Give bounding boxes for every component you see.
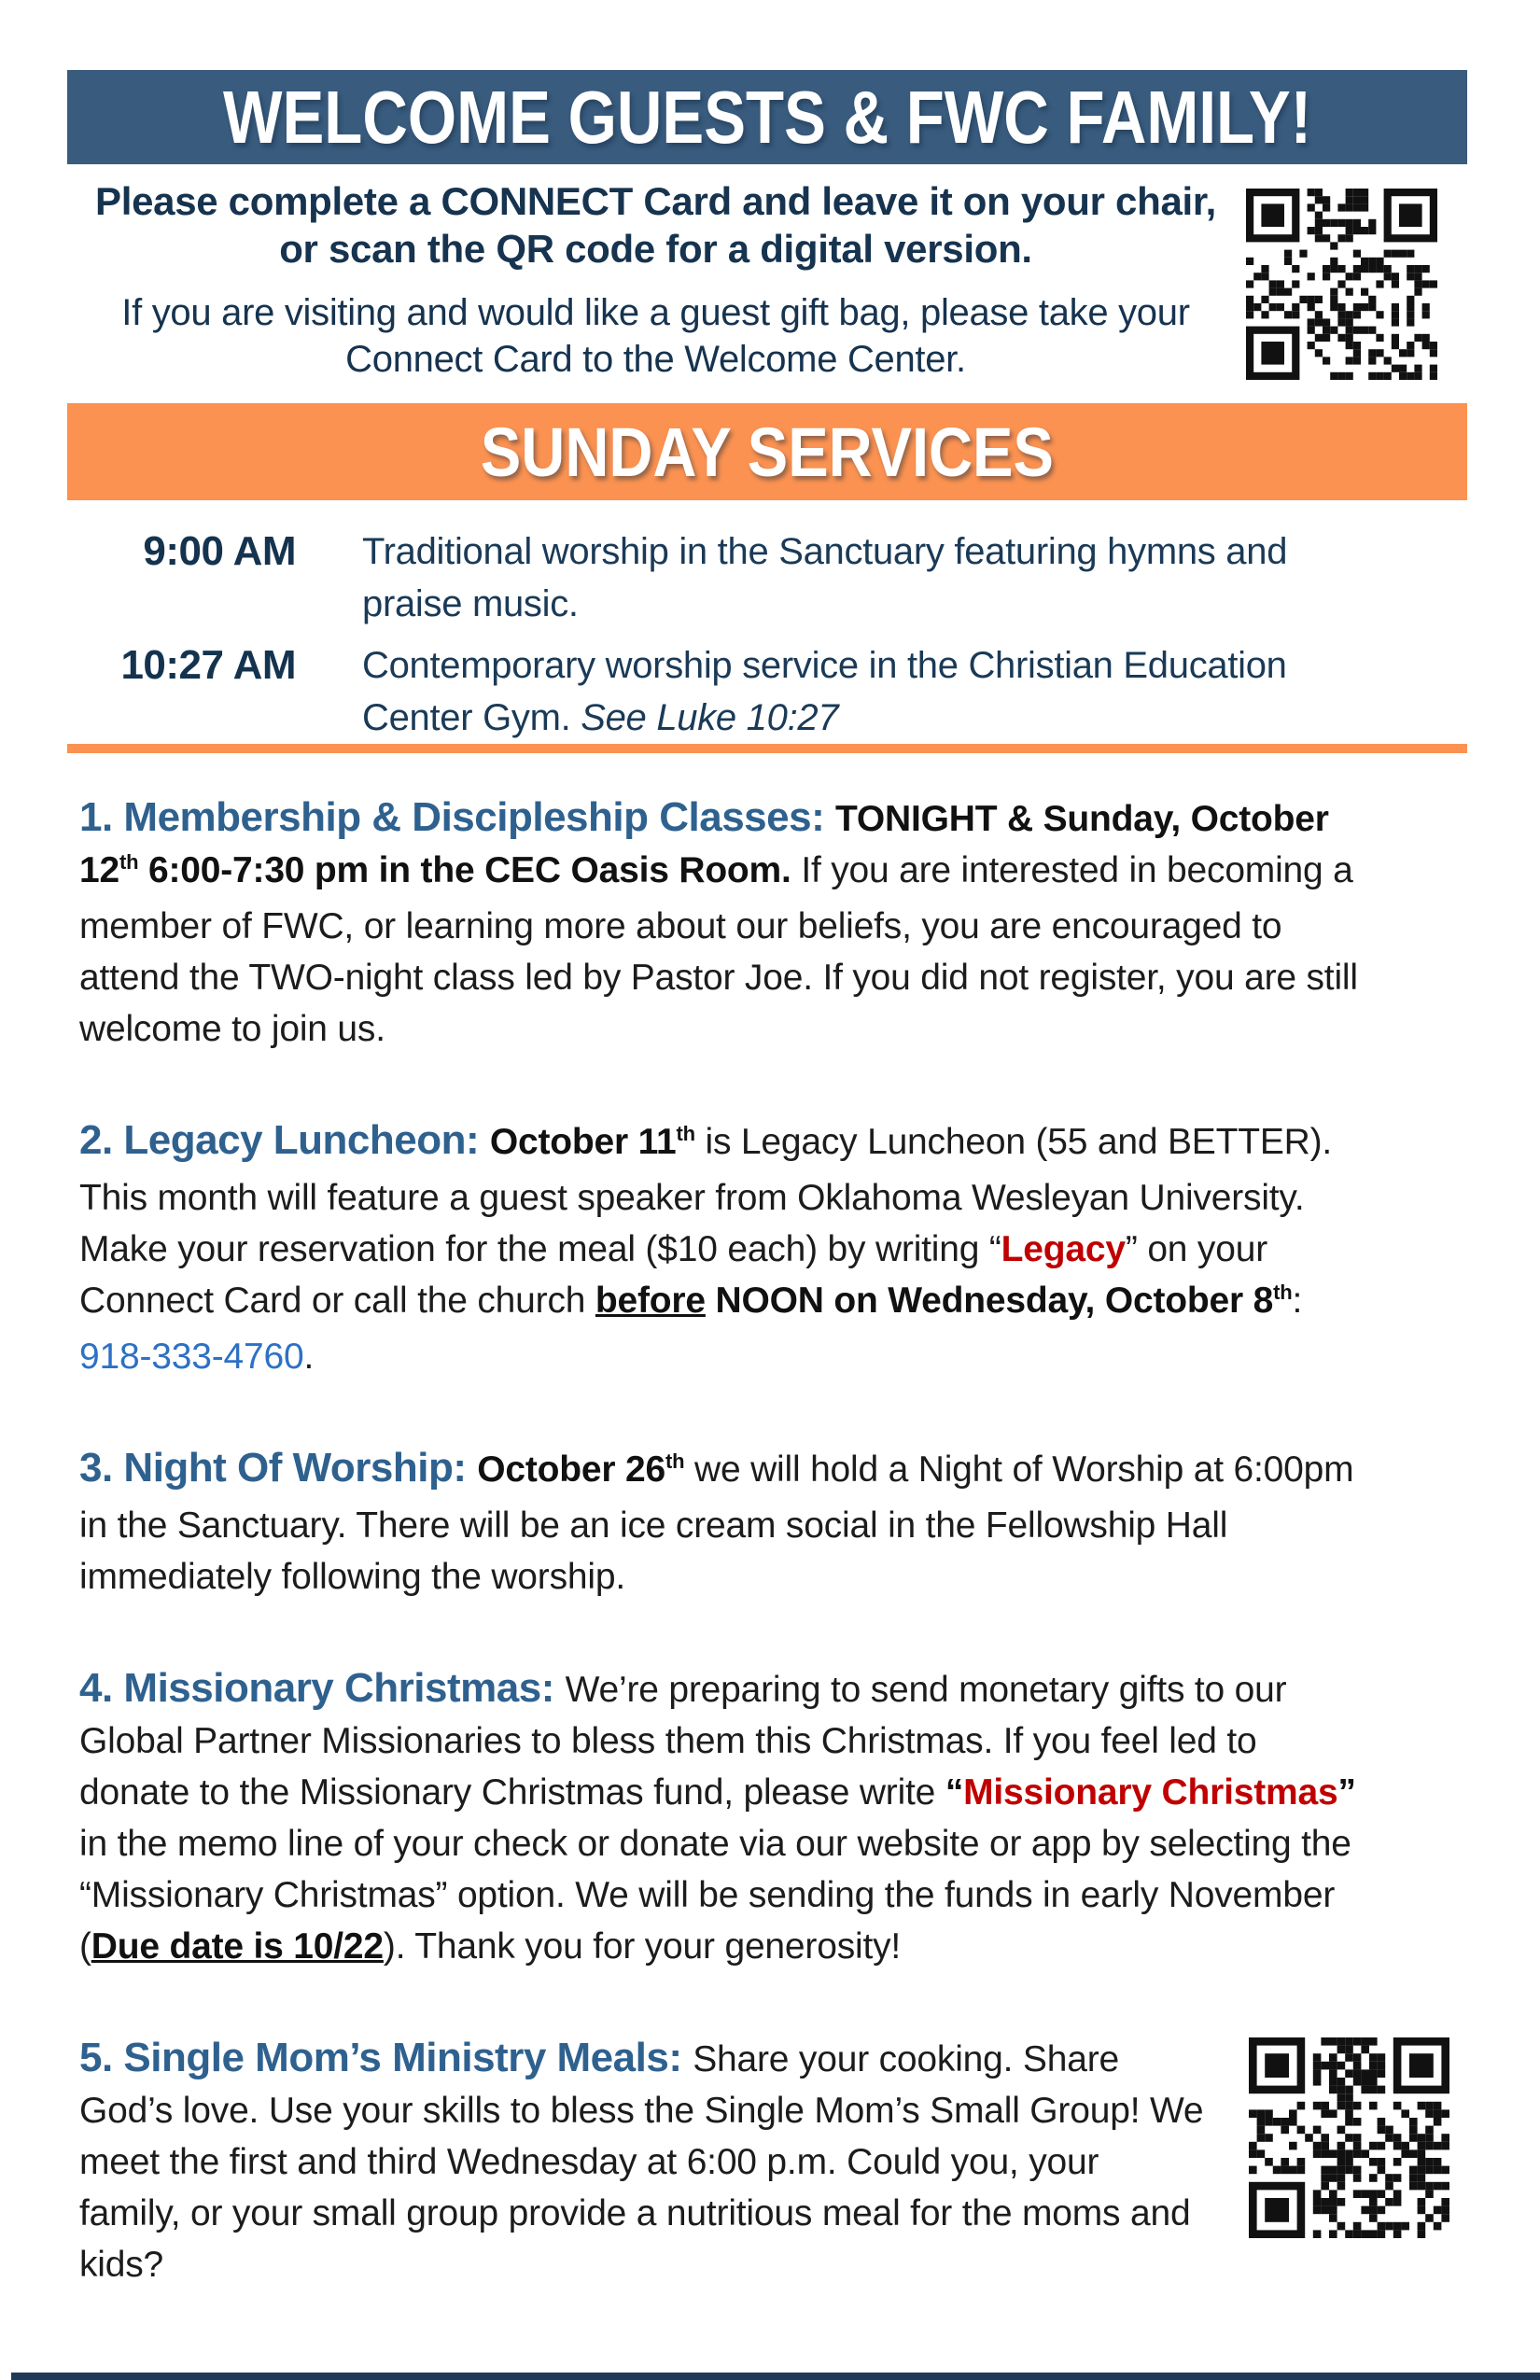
announcement-text: Missionary Christmas [963,1772,1338,1813]
welcome-banner-title: WELCOME GUESTS & FWC FAMILY! [222,75,1312,159]
single-moms-qr-code-icon [1249,2037,1449,2238]
announcement-night-of-worship [79,1442,1449,1603]
service-description-text: Traditional worship in the Sanctuary featuring hymns and praise music. [362,531,1288,624]
service-description [362,525,1384,630]
announcement-text: : [1292,1281,1303,1321]
announcement-text: in the memo line of your check or donate via our website or app by selecting the “Missionary Christmas” option. We will be sending the funds in early November ( [79,1824,1351,1967]
announcement-text: If you are interested in becoming a member of FWC, or learning more about our beliefs, you are encouraged to attend the TWO-night class led by Pastor Joe. If you did not register, you are still welcome to join us. [79,850,1358,1049]
announcement-text: ” [1337,1772,1356,1813]
service-time: 10:27 AM [120,642,296,688]
announcement-text: is Legacy Luncheon (55 and BETTER). This month will feature a guest speaker from Oklahoma Wesleyan University. Make your reservation for the meal ($10 each) by writing “ [79,1122,1333,1269]
announcement-text: “ [945,1772,964,1813]
connect-card-intro [79,177,1232,383]
service-time: 9:00 AM [143,528,296,574]
phone-link[interactable]: 918-333-4760 [79,1337,304,1377]
announcement-legacy-luncheon [79,1114,1449,1382]
announcement-text: before [595,1281,706,1321]
service-row-1027 [79,639,1451,744]
announcement-text: 6:00-7:30 pm in the CEC Oasis Room. [138,850,802,890]
announcement-text: th [665,1449,685,1474]
announcement-membership-discipleship-classes [79,791,1449,1055]
announcement-text: October 11 [489,1122,677,1162]
welcome-banner [67,70,1467,164]
announcement-text: NOON on Wednesday, October 8 [715,1281,1274,1321]
announcement-heading: 1. Membership & Discipleship Classes: [79,794,835,840]
announcement-text: th [676,1122,695,1146]
announcement-text: Share your cooking. Share God’s love. Use your skills to bless the Single Mom’s Small Group! We meet the first and third Wednesday at 6:00 p.m. Could you, your family, or your small group provide a nutritious meal for the moms and kids? [79,2039,1204,2285]
announcement-heading: 5. Single Mom’s Ministry Meals: [79,2035,693,2080]
bottom-banner-edge [11,2373,1540,2380]
announcement-text: Due date is 10/22 [91,1926,384,1967]
service-description-reference: See Luke 10:27 [581,697,839,738]
announcement-text [706,1281,716,1321]
connect-card-instruction: Please complete a CONNECT Card and leave it on your chair, or scan the QR code for a digital version. [95,179,1216,271]
sunday-services-title: SUNDAY SERVICES [480,413,1055,491]
sunday-services-banner [67,403,1467,500]
announcement-single-moms-ministry-meals [79,2032,1449,2290]
announcement-text: . [303,1337,315,1377]
announcement-missionary-christmas [79,1662,1449,1972]
announcement-text: We’re preparing to send monetary gifts to our Global Partner Missionaries to bless them this Christmas. If you feel led to donate to the Missionary Christmas fund, please write [79,1670,1287,1813]
services-list [79,525,1451,753]
announcement-text: th [1273,1281,1293,1305]
service-row-900 [79,525,1451,630]
announcement-text: we will hold a Night of Worship at 6:00pm in the Sanctuary. There will be an ice cream social in the Fellowship Hall immediately following the worship. [79,1449,1354,1597]
announcement-text: th [119,850,139,875]
announcement-heading: 3. Night Of Worship: [79,1445,478,1491]
service-description-text: Contemporary worship service in the Christian Education Center Gym. [362,645,1287,738]
connect-card-qr-code-icon [1246,189,1437,380]
orange-divider [67,744,1467,753]
guest-gift-instruction: If you are visiting and would like a guest gift bag, please take your Connect Card to the Welcome Center. [121,292,1190,380]
announcement-text: October 26 [477,1449,665,1490]
announcement-text: ” on your Connect Card or call the church [79,1229,1267,1321]
announcement-heading: 2. Legacy Luncheon: [79,1117,490,1163]
announcement-text: ). Thank you for your generosity! [383,1926,902,1967]
service-description [362,639,1384,744]
announcement-text: Legacy [1001,1229,1126,1269]
announcement-text: TONIGHT & Sunday, October 12 [79,799,1329,890]
announcements-list [79,791,1449,2350]
announcement-heading: 4. Missionary Christmas: [79,1665,566,1711]
